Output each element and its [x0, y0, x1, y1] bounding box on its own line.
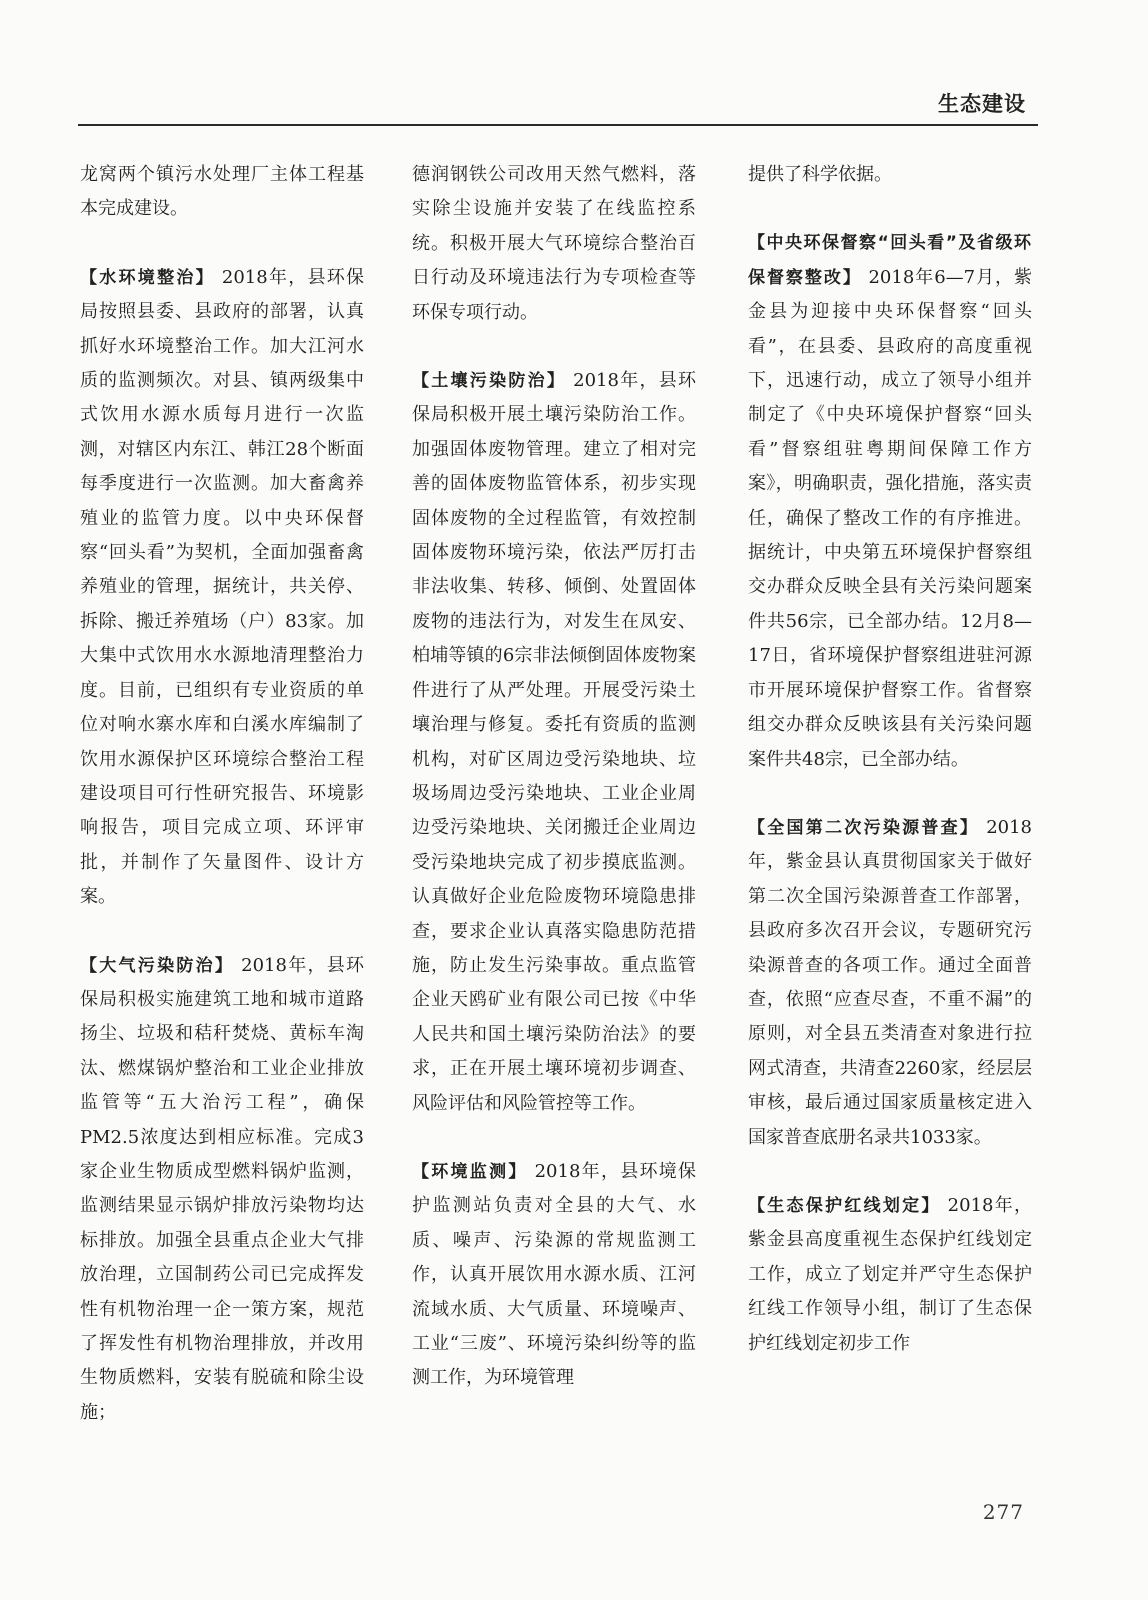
- paragraph-heading: 【生态保护红线划定】: [748, 1195, 941, 1216]
- paragraph-text: 2018年，县环保局积极开展土壤污染防治工作。加强固体废物管理。建立了相对完善的固体废物监管体系，初步实现固体废物的全过程监管，有效控制固体废物环境污染，依法严厉打击非法收集、转移、倾倒、处置固体废物的违法行为，对发生在凤安、柏埔等镇的6宗非法倾倒固体废物案件进行了从严处理。开展受污染土壤治理与修复。委托有资质的监测机构，对矿区周边受污染地块、垃圾场周边受污染地块、工业企业周边受污染地块、关闭搬迁企业周边受污染地块完成了初步摸底监测。认真做好企业危险废物环境隐患排查，要求企业认真落实隐患防范措施，防止发生污染事故。重点监管企业天鸥矿业有限公司已按《中华人民共和国土壤污染防治法》的要求，正在开展土壤环境初步调查、风险评估和风险管控等工作。: [412, 370, 697, 1114]
- paragraph-text: 2018年6—7月，紫金县为迎接中央环保督察“回头看”，在县委、县政府的高度重视下，迅速行动，成立了领导小组并制定了《中央环境保护督察“回头看”督察组驻粤期间保障工作方案》，明确职责，强化措施，落实责任，确保了整改工作的有序推进。据统计，中央第五环境保护督察组交办群众反映全县有关污染问题案件共56宗，已全部办结。12月8—17日，省环境保护督察组进驻河源市开展环境保护督察工作。省督察组交办群众反映该县有关污染问题案件共48宗，已全部办结。: [748, 266, 1032, 770]
- paragraph-pollution-census: [748, 811, 1032, 1155]
- paragraph-monitoring-continuation: [748, 158, 1032, 192]
- paragraph-environment-monitoring: [412, 1155, 696, 1396]
- page-number: 277: [982, 1500, 1024, 1524]
- paragraph-soil-pollution: [412, 364, 696, 1121]
- paragraph-text: 提供了科学依据。: [748, 164, 892, 185]
- paragraph-sewage-continuation: [80, 158, 364, 227]
- section-title: 生态建设: [938, 92, 1026, 116]
- column-2: [412, 158, 696, 1430]
- paragraph-text: 2018年，紫金县高度重视生态保护红线划定工作，成立了划定并严守生态保护红线工作领导小组，制订了生态保护红线划定初步工作: [748, 1194, 1033, 1354]
- paragraph-red-line: [748, 1189, 1032, 1361]
- paragraph-heading: 【水环境整治】: [80, 267, 215, 288]
- paragraph-heading: 【全国第二次污染源普查】: [748, 817, 980, 838]
- paragraph-text: 2018年，县环境保护监测站负责对全县的大气、水质、噪声、污染源的常规监测工作，认真开展饮用水源水质、江河流域水质、大气质量、环境噪声、工业“三废”、环境污染纠纷等的监测工作，为环境管理: [412, 1160, 697, 1389]
- paragraph-text: 德润钢铁公司改用天然气燃料，落实除尘设施并安装了在线监控系统。积极开展大气环境综合整治百日行动及环境违法行为专项检查等环保专项行动。: [412, 164, 696, 323]
- paragraph-text: 龙窝两个镇污水处理厂主体工程基本完成建设。: [80, 164, 364, 220]
- paragraph-heading: 【大气污染防治】: [80, 955, 235, 976]
- paragraph-heading: 【环境监测】: [412, 1161, 528, 1182]
- paragraph-air-pollution: [80, 949, 364, 1431]
- paragraph-text: 2018年，县环保局积极实施建筑工地和城市道路扬尘、垃圾和秸秆焚烧、黄标车淘汰、燃煤锅炉整治和工业企业排放监管等“五大治污工程”，确保PM2.5浓度达到相应标准。完成3家企业生物质成型燃料锅炉监测，监测结果显示锅炉排放污染物均达标排放。加强全县重点企业大气排放治理，立国制药公司已完成挥发性有机物治理一企一策方案，规范了挥发性有机物治理排放，并改用生物质燃料，安装有脱硫和除尘设施；: [80, 954, 365, 1423]
- paragraph-water-environment: [80, 261, 364, 915]
- paragraph-text: 2018年，县环保局按照县委、县政府的部署，认真抓好水环境整治工作。加大江河水质的监测频次。对县、镇两级集中式饮用水源水质每月进行一次监测，对辖区内东江、韩江28个断面每季度进行一次监测。加大畜禽养殖业的监管力度。以中央环保督察“回头看”为契机，全面加强畜禽养殖业的管理，据统计，共关停、拆除、搬迁养殖场（户）83家。加大集中式饮用水水源地清理整治力度。目前，已组织有专业资质的单位对响水寨水库和白溪水库编制了饮用水源保护区环境综合整治工程建设项目可行性研究报告、环境影响报告，项目完成立项、环评审批，并制作了矢量图件、设计方案。: [80, 266, 365, 908]
- paragraph-air-continuation: [412, 158, 696, 330]
- paragraph-heading: 【中央环保督察“回头看”及省级环保督察整改】: [748, 233, 1032, 288]
- header-rule: [78, 124, 1038, 126]
- paragraph-heading: 【土壤污染防治】: [412, 371, 567, 392]
- paragraph-text: 2018年，紫金县认真贯彻国家关于做好第二次全国污染源普查工作部署，县政府多次召开会议，专题研究污染源普查的各项工作。通过全面普查，依照“应查尽查，不重不漏”的原则，对全县五类清查对象进行拉网式清查，共清查2260家，经层层审核，最后通过国家质量核定进入国家普查底册名录共1033家。: [748, 816, 1033, 1148]
- column-3: [748, 158, 1032, 1395]
- column-1: [80, 158, 364, 1464]
- paragraph-inspection-rectification: [748, 226, 1032, 777]
